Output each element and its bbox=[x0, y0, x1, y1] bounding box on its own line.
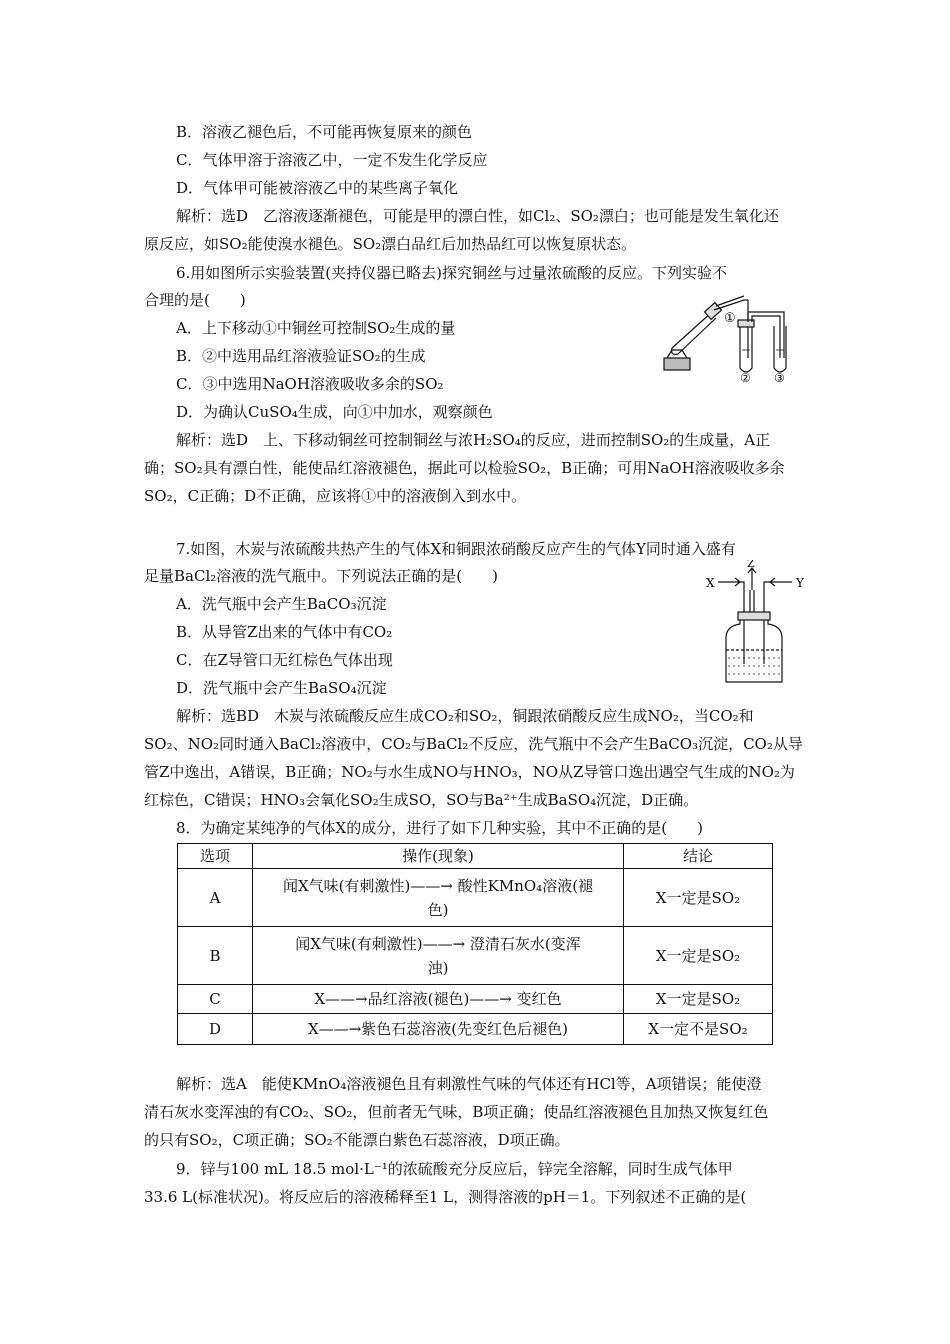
row-conclusion: X一定是SO₂ bbox=[624, 985, 773, 1014]
q6-stem-line-2: 合理的是( ) bbox=[144, 291, 246, 309]
q7-option-d: D．洗气瓶中会产生BaSO₄沉淀 bbox=[176, 679, 387, 697]
q7-option-c: C．在Z导管口无红棕色气体出现 bbox=[176, 651, 393, 669]
header-operation: 操作(现象) bbox=[253, 844, 624, 869]
q6-label-2: ② bbox=[740, 371, 751, 382]
q6-option-b: B．②中选用品红溶液验证SO₂的生成 bbox=[176, 347, 426, 365]
row-conclusion: X一定不是SO₂ bbox=[624, 1014, 773, 1045]
table-row bbox=[178, 985, 773, 1014]
row-conclusion: X一定是SO₂ bbox=[624, 869, 773, 927]
header-conclusion: 结论 bbox=[624, 844, 773, 869]
table-row bbox=[178, 869, 773, 927]
q8-options-table bbox=[177, 843, 773, 1045]
row-operation bbox=[253, 927, 624, 985]
q5-analysis-line-1: 解析：选D 乙溶液逐渐褪色，可能是甲的漂白性，如Cl₂、SO₂漂白；也可能是发生氧化还 bbox=[176, 207, 779, 225]
q6-analysis-line-3: SO₂，C正确；D不正确，应该将①中的溶液倒入到水中。 bbox=[144, 487, 527, 505]
q9-stem-line-1: 9．锌与100 mL 18.5 mol·L⁻¹的浓硫酸充分反应后，锌完全溶解，同时生成气体甲 bbox=[176, 1160, 733, 1178]
q6-stem-line-1: 6.用如图所示实验装置(夹持仪器已略去)探究铜丝与过量浓硫酸的反应。下列实验不 bbox=[176, 264, 728, 282]
row-operation: X——→紫色石蕊溶液(先变红色后褪色) bbox=[253, 1014, 624, 1045]
header-option: 选项 bbox=[178, 844, 253, 869]
q8-stem: 8．为确定某纯净的气体X的成分，进行了如下几种实验，其中不正确的是( ) bbox=[176, 819, 703, 837]
row-operation-line-2: 色) bbox=[427, 900, 449, 919]
q7-analysis-line-1: 解析：选BD 木炭与浓硫酸反应生成CO₂和SO₂，铜跟浓硝酸反应生成NO₂，当CO₂和 bbox=[176, 707, 754, 725]
q6-option-c: C．③中选用NaOH溶液吸收多余的SO₂ bbox=[176, 375, 444, 393]
row-option: B bbox=[178, 927, 253, 985]
q5-option-b: B．溶液乙褪色后，不可能再恢复原来的颜色 bbox=[176, 123, 473, 141]
q7-stem-line-2: 足量BaCl₂溶液的洗气瓶中。下列说法正确的是( ) bbox=[144, 567, 498, 585]
q6-option-d: D．为确认CuSO₄生成，向①中加水，观察颜色 bbox=[176, 403, 493, 421]
row-operation-line-2: 浊) bbox=[427, 958, 449, 977]
row-option: A bbox=[178, 869, 253, 927]
q7-option-b: B．从导管Z出来的气体中有CO₂ bbox=[176, 623, 393, 641]
row-operation-line-1: 闻X气味(有刺激性)——→ 酸性KMnO₄溶液(褪 bbox=[282, 876, 594, 895]
q7-label-y: Y bbox=[796, 576, 804, 590]
q5-analysis-line-2: 原反应，如SO₂能使溴水褪色。SO₂漂白品红后加热品红可以恢复原状态。 bbox=[144, 235, 637, 253]
row-option: D bbox=[178, 1014, 253, 1045]
q7-gas-washing-bottle-diagram bbox=[704, 560, 814, 688]
q7-analysis-line-3: 管Z中逸出，A错误，B正确；NO₂与水生成NO与HNO₃，NO从Z导管口逸出遇空气生成的NO₂为 bbox=[144, 763, 795, 781]
q6-analysis-line-1: 解析：选D 上、下移动铜丝可控制铜丝与浓H₂SO₄的反应，进而控制SO₂的生成量，A正 bbox=[176, 431, 771, 449]
q7-label-z: Z bbox=[747, 560, 755, 570]
table-header-row bbox=[178, 844, 773, 869]
q6-label-3: ③ bbox=[774, 371, 785, 382]
q7-option-a: A．洗气瓶中会产生BaCO₃沉淀 bbox=[176, 595, 387, 613]
table-row bbox=[178, 927, 773, 985]
q5-option-c: C．气体甲溶于溶液乙中，一定不发生化学反应 bbox=[176, 151, 488, 169]
row-conclusion: X一定是SO₂ bbox=[624, 927, 773, 985]
q6-option-a: A．上下移动①中铜丝可控制SO₂生成的量 bbox=[176, 319, 456, 337]
q7-analysis-line-2: SO₂、NO₂同时通入BaCl₂溶液中，CO₂与BaCl₂不反应，洗气瓶中不会产生BaCO₃沉淀，CO₂从导 bbox=[144, 735, 803, 753]
table-row bbox=[178, 1014, 773, 1045]
q7-stem-line-1: 7.如图，木炭与浓硫酸共热产生的气体X和铜跟浓硝酸反应产生的气体Y同时通入盛有 bbox=[176, 540, 736, 558]
row-option: C bbox=[178, 985, 253, 1014]
row-operation: X——→品红溶液(褪色)——→ 变红色 bbox=[253, 985, 624, 1014]
q5-option-d: D．气体甲可能被溶液乙中的某些离子氧化 bbox=[176, 179, 459, 197]
q8-analysis-line-1: 解析：选A 能使KMnO₄溶液褪色且有刺激性气味的气体还有HCl等，A项错误；能使澄 bbox=[176, 1075, 762, 1093]
q8-analysis-line-2: 清石灰水变浑浊的有CO₂、SO₂，但前者无气味，B项正确；使品红溶液褪色且加热又恢复红色 bbox=[144, 1103, 769, 1121]
q7-label-x: X bbox=[706, 576, 715, 590]
q6-label-1: ① bbox=[724, 311, 736, 326]
q8-analysis-line-3: 的只有SO₂，C项正确；SO₂不能漂白紫色石蕊溶液，D项正确。 bbox=[144, 1131, 570, 1149]
q6-apparatus-diagram bbox=[656, 292, 806, 382]
q9-stem-line-2: 33.6 L(标准状况)。将反应后的溶液稀释至1 L，测得溶液的pH＝1。下列叙述不正确的是( bbox=[144, 1188, 747, 1206]
q6-analysis-line-2: 确；SO₂具有漂白性，能使品红溶液褪色，据此可以检验SO₂，B正确；可用NaOH溶液吸收多余 bbox=[144, 459, 785, 477]
q7-analysis-line-4: 红棕色，C错误；HNO₃会氧化SO₂生成SO，SO与Ba²⁺生成BaSO₄沉淀，D正确。 bbox=[144, 791, 699, 809]
row-operation-line-1: 闻X气味(有刺激性)——→ 澄清石灰水(变浑 bbox=[295, 934, 581, 953]
row-operation bbox=[253, 869, 624, 927]
